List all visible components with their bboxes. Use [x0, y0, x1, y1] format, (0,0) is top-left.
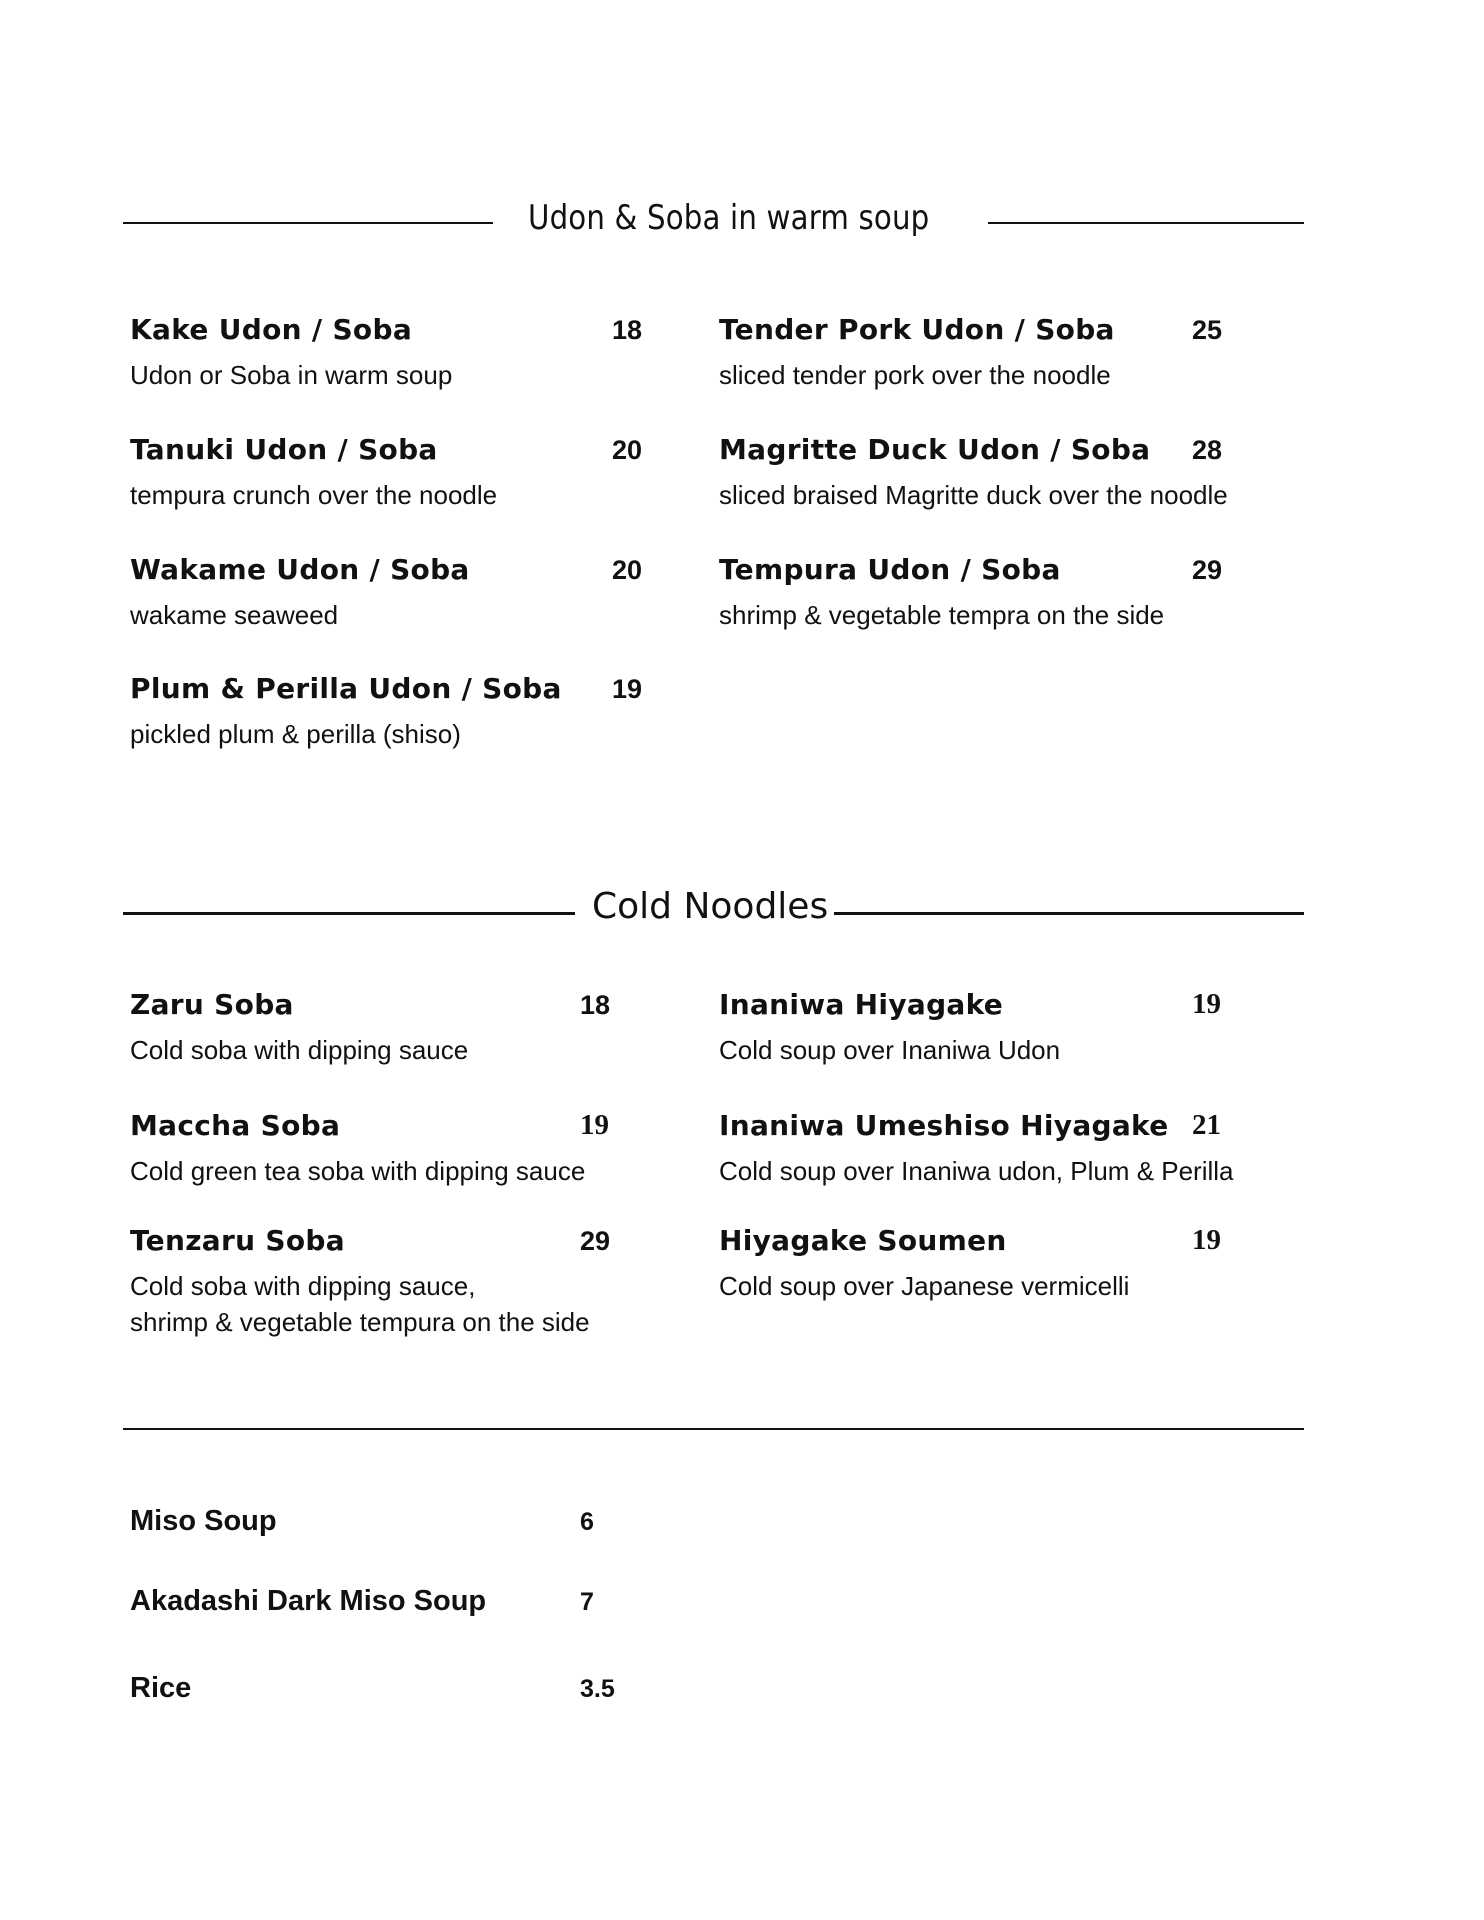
side-name: Miso Soup [130, 1505, 277, 1537]
item-description: sliced braised Magritte duck over the noodle [719, 480, 1228, 510]
item-description: Cold soup over Inaniwa Udon [719, 1035, 1061, 1065]
item-description: Cold soup over Japanese vermicelli [719, 1271, 1130, 1301]
section-divider-left [123, 912, 575, 915]
item-price: 19 [1192, 988, 1221, 1020]
item-price: 19 [1192, 1224, 1221, 1256]
side-price: 7 [580, 1588, 594, 1616]
section-title-warm: Udon & Soba in warm soup [528, 198, 930, 238]
side-price: 3.5 [580, 1675, 615, 1703]
item-description-line2: shrimp & vegetable tempura on the side [130, 1307, 590, 1337]
item-name: Tempura Udon / Soba [719, 553, 1061, 586]
item-name: Kake Udon / Soba [130, 313, 413, 346]
item-price: 18 [580, 990, 611, 1020]
section-divider [123, 1428, 1304, 1430]
item-description: sliced tender pork over the noodle [719, 360, 1111, 390]
item-description: pickled plum & perilla (shiso) [130, 719, 461, 749]
item-price: 19 [580, 1109, 609, 1141]
item-name: Magritte Duck Udon / Soba [719, 433, 1151, 466]
item-name: Wakame Udon / Soba [130, 553, 470, 586]
item-price: 29 [1192, 555, 1223, 585]
item-price: 19 [612, 674, 643, 704]
item-description: Udon or Soba in warm soup [130, 360, 453, 390]
item-price: 20 [612, 555, 643, 585]
item-name: Maccha Soba [130, 1109, 341, 1142]
item-description: tempura crunch over the noodle [130, 480, 498, 510]
item-description: shrimp & vegetable tempra on the side [719, 600, 1165, 630]
item-description: Cold soup over Inaniwa udon, Plum & Perilla [719, 1156, 1234, 1186]
item-price: 21 [1192, 1109, 1221, 1141]
item-name: Inaniwa Hiyagake [719, 988, 1004, 1021]
item-description: Cold green tea soba with dipping sauce [130, 1156, 586, 1186]
item-description: Cold soba with dipping sauce [130, 1035, 469, 1065]
item-price: 25 [1192, 315, 1223, 345]
side-name: Rice [130, 1672, 192, 1704]
section-divider-right [988, 222, 1304, 224]
item-name: Tenzaru Soba [130, 1224, 345, 1257]
item-description: Cold soba with dipping sauce, [130, 1271, 476, 1301]
side-name: Akadashi Dark Miso Soup [130, 1585, 487, 1617]
section-divider-left [123, 222, 493, 224]
item-price: 28 [1192, 435, 1223, 465]
item-name: Zaru Soba [130, 988, 294, 1021]
side-price: 6 [580, 1508, 594, 1536]
item-name: Plum & Perilla Udon / Soba [130, 672, 562, 705]
section-divider-right [834, 912, 1304, 915]
item-price: 20 [612, 435, 643, 465]
item-name: Tender Pork Udon / Soba [719, 313, 1115, 346]
item-name: Tanuki Udon / Soba [130, 433, 438, 466]
item-price: 29 [580, 1226, 611, 1256]
item-price: 18 [612, 315, 643, 345]
item-description: wakame seaweed [130, 600, 339, 630]
item-name: Inaniwa Umeshiso Hiyagake [719, 1109, 1169, 1142]
item-name: Hiyagake Soumen [719, 1224, 1007, 1257]
section-title-cold: Cold Noodles [592, 886, 829, 927]
